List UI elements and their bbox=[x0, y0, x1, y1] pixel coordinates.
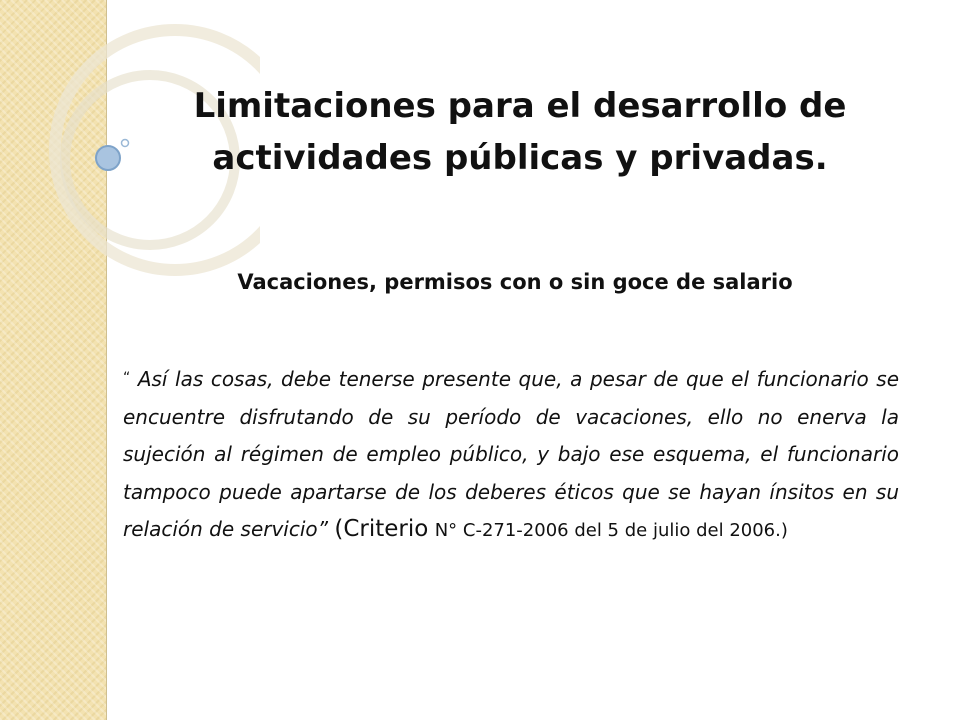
decorative-small-dot bbox=[122, 140, 129, 147]
slide-title-line-1: Limitaciones para el desarrollo de bbox=[193, 86, 847, 126]
quote-paragraph bbox=[123, 360, 899, 550]
slide-title bbox=[170, 80, 870, 184]
decorative-dot bbox=[96, 146, 120, 170]
quote-body: Así las cosas, debe tenerse presente que, a pesar de que el funcionario se encuentre disfrutando de su período de vacaciones, ello no enerva la sujeción al régimen de empleo público, y bajo ese esquema, el funcionario tampoco puede apartarse de los deberes éticos que se hayan ínsitos en su relación de servicio” bbox=[123, 367, 899, 541]
quote-open-mark: “ bbox=[123, 370, 131, 386]
citation-rest: N° C-271-2006 del 5 de julio del 2006.) bbox=[434, 520, 788, 541]
slide-title-line-2: actividades públicas y privadas. bbox=[212, 138, 828, 178]
citation-open: (Criterio bbox=[334, 516, 429, 542]
slide-subtitle: Vacaciones, permisos con o sin goce de salario bbox=[237, 270, 793, 294]
